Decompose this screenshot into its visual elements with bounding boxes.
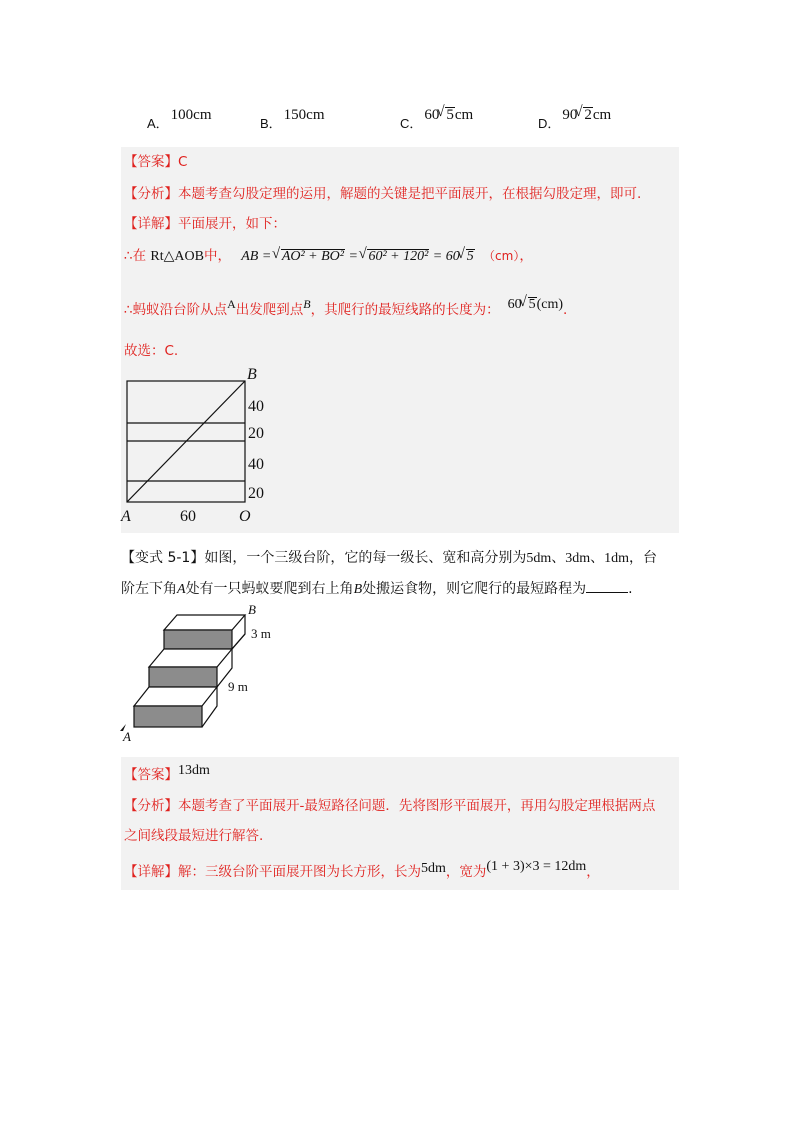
q2-answer-tag: 【答案】 bbox=[124, 767, 178, 783]
q1-detail: 平面展开，如下： bbox=[178, 216, 286, 232]
fig2-label-b: B bbox=[248, 602, 256, 617]
answer-blank bbox=[586, 580, 628, 593]
fig2-label-9m: 9 m bbox=[228, 679, 248, 694]
fig1-label-20a: 20 bbox=[248, 425, 264, 442]
option-a-label: A． bbox=[147, 116, 169, 131]
variant-line-2 bbox=[121, 578, 633, 598]
q2-analysis-line-1 bbox=[124, 794, 655, 814]
therefore-ant-b: 出发爬到点 bbox=[235, 302, 304, 318]
q2-detail-tag: 【详解】 bbox=[124, 864, 178, 880]
q2-detail-len: 5dm bbox=[421, 861, 446, 876]
step-mid-riser bbox=[149, 667, 217, 687]
q2-detail-end: ， bbox=[586, 864, 600, 880]
therefore-ant-a: ∴蚂蚁沿台阶从点 bbox=[124, 302, 228, 318]
fig1-label-o: O bbox=[239, 508, 251, 524]
option-b-value: 150cm bbox=[283, 107, 325, 123]
fig1-label-b: B bbox=[247, 366, 257, 383]
q1-answer: C bbox=[178, 154, 188, 170]
variant-text-1: 如图，一个三级台阶，它的每一级长、宽和高分别为 bbox=[204, 550, 527, 566]
q2-analysis-2: 之间线段最短进行解答. bbox=[124, 828, 264, 844]
q1-choose: 故选：C. bbox=[124, 343, 179, 359]
step-top-tread bbox=[164, 615, 245, 630]
step-bottom-tread bbox=[134, 687, 217, 706]
staircase-3d-figure bbox=[112, 600, 292, 745]
option-d-label: D． bbox=[538, 116, 561, 131]
option-d bbox=[538, 104, 612, 131]
option-a bbox=[147, 104, 212, 131]
dim-length: 5dm bbox=[526, 551, 552, 566]
q1-therefore-line-1 bbox=[124, 244, 533, 265]
q2-detail-a: 解：三级台阶平面展开图为长方形，长为 bbox=[178, 864, 421, 880]
q1-analysis-tag: 【分析】 bbox=[124, 186, 178, 202]
dim-height: 1dm bbox=[604, 551, 629, 566]
variant-text-2c: 处搬运食物，则它爬行的最短路程为 bbox=[362, 581, 587, 597]
variant-point-b: B bbox=[353, 582, 363, 597]
option-b bbox=[260, 104, 325, 131]
q1-choose-line bbox=[124, 339, 178, 359]
variant-text-2a: 阶左下角 bbox=[121, 581, 177, 597]
option-b-label: B． bbox=[260, 116, 282, 131]
q2-detail-b: ，宽为 bbox=[445, 864, 487, 880]
step-top-riser bbox=[164, 630, 232, 649]
option-c-label: C． bbox=[400, 116, 423, 131]
q1-answer-line bbox=[124, 150, 187, 170]
shortest-length: 60√ 5(cm) bbox=[508, 297, 563, 312]
fig1-label-40b: 40 bbox=[248, 456, 264, 473]
variant-line-1 bbox=[121, 547, 657, 567]
therefore-in: ∴在 bbox=[124, 248, 147, 264]
option-c bbox=[400, 104, 474, 131]
variant-tag: 【变式 5-1】 bbox=[121, 550, 205, 566]
fig2-label-a: A bbox=[123, 729, 131, 744]
step-bottom-riser bbox=[134, 706, 202, 727]
q2-answer: 13dm bbox=[178, 763, 210, 778]
q2-analysis-line-2 bbox=[124, 824, 263, 844]
variant-point-a: A bbox=[177, 582, 186, 597]
fig1-label-a: A bbox=[121, 508, 131, 524]
dim-width: 3dm bbox=[565, 551, 591, 566]
triangle-aob: Rt△AOB bbox=[150, 249, 204, 264]
variant-text-2b: 处有一只蚂蚁要爬到右上角 bbox=[185, 581, 354, 597]
q1-answer-tag: 【答案】 bbox=[124, 154, 178, 170]
variant-end: . bbox=[628, 581, 633, 597]
option-c-value: 60√ 5cm bbox=[424, 107, 473, 123]
fig2-label-3m: 3 m bbox=[251, 626, 271, 641]
q2-detail-formula: (1 + 3)×3 = 12dm bbox=[486, 859, 587, 874]
variant-text-1b: ，台 bbox=[629, 550, 657, 566]
q1-detail-line bbox=[124, 212, 286, 232]
q1-therefore-line-2 bbox=[124, 298, 567, 319]
point-b: B bbox=[303, 297, 311, 311]
sep-2: 、 bbox=[590, 550, 605, 566]
q2-detail-line bbox=[124, 860, 600, 881]
option-d-value: 90√ 2cm bbox=[562, 107, 611, 123]
option-a-value: 100cm bbox=[170, 107, 212, 123]
fig1-label-60: 60 bbox=[180, 508, 196, 524]
sep-1: 、 bbox=[551, 550, 566, 566]
q1-detail-tag: 【详解】 bbox=[124, 216, 178, 232]
q2-analysis-1: 本题考查了平面展开-最短路径问题．先将图形平面展开，再用勾股定理根据两点 bbox=[178, 798, 656, 814]
unit-cm: （cm） bbox=[483, 249, 520, 263]
q2-analysis-tag: 【分析】 bbox=[124, 798, 178, 814]
fig1-label-40a: 40 bbox=[248, 398, 264, 415]
q2-answer-line bbox=[124, 763, 210, 784]
fig1-label-20b: 20 bbox=[248, 485, 264, 502]
period: . bbox=[563, 302, 568, 318]
unfolded-staircase-figure bbox=[114, 364, 274, 524]
point-a: A bbox=[227, 297, 236, 311]
pythagoras-formula: AB = √ AO² + BO² = √ 60² + 120² = 60√ 5 bbox=[241, 249, 474, 264]
therefore-mid: 中， bbox=[203, 248, 231, 264]
q1-analysis: 本题考查勾股定理的运用，解题的关键是把平面展开，在根据勾股定理，即可. bbox=[178, 186, 642, 202]
comma: ， bbox=[519, 248, 533, 264]
step-mid-tread bbox=[149, 649, 232, 667]
q1-analysis-line bbox=[124, 182, 641, 202]
therefore-ant-c: ，其爬行的最短线路的长度为： bbox=[310, 302, 500, 318]
